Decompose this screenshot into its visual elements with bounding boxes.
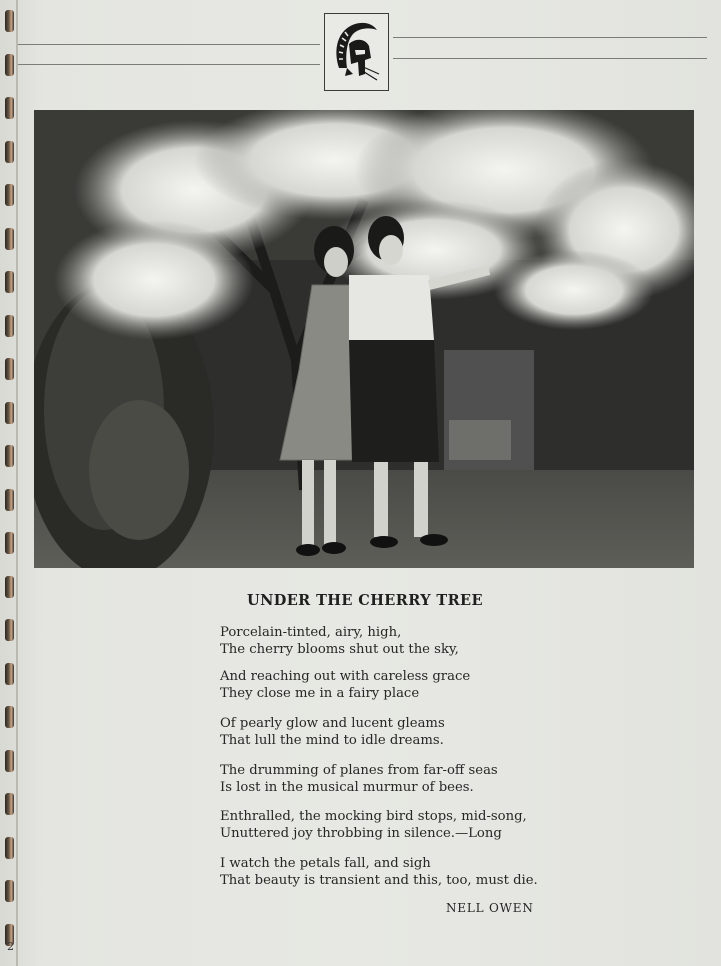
- poem-line: I watch the petals fall, and sigh: [220, 856, 431, 871]
- binding-ring: [5, 445, 14, 467]
- poem-author: NELL OWEN: [446, 901, 534, 915]
- poem-line: That lull the mind to idle dreams.: [220, 732, 444, 748]
- binding-ring: [5, 97, 14, 119]
- poem-title: UNDER THE CHERRY TREE: [247, 592, 483, 609]
- binding-ring: [5, 880, 14, 902]
- binding-ring: [5, 315, 14, 337]
- binding-ring: [5, 663, 14, 685]
- poem-line: Is lost in the musical murmur of bees.: [220, 779, 474, 795]
- binding-ring: [5, 793, 14, 815]
- stanza-5: [220, 809, 527, 842]
- binding-ring: [5, 619, 14, 641]
- binding-ring: [5, 402, 14, 424]
- poem-line: They close me in a fairy place: [220, 685, 420, 701]
- binding-ring: [5, 228, 14, 250]
- header-rule-left-top: [18, 44, 320, 45]
- trojan-helmet-icon: [325, 14, 388, 90]
- poem-line: And reaching out with careless grace: [220, 669, 471, 684]
- binding-ring: [5, 358, 14, 380]
- stanza-4: [220, 763, 498, 796]
- poem-line: Unuttered joy throbbing in silence.—Long: [220, 825, 502, 841]
- binding-edge: [16, 0, 18, 966]
- binding-ring: [5, 532, 14, 554]
- header-rule-right-bottom: [393, 58, 707, 59]
- page-number: 2: [7, 940, 14, 953]
- binding-ring: [5, 750, 14, 772]
- binding-ring: [5, 10, 14, 32]
- binding-ring: [5, 489, 14, 511]
- stanza-3: [220, 716, 445, 749]
- binding-ring: [5, 837, 14, 859]
- stanza-6: [220, 856, 538, 889]
- binding-ring: [5, 54, 14, 76]
- stanza-1: [220, 625, 459, 658]
- header-logo: [324, 13, 389, 91]
- poem-line: Enthralled, the mocking bird stops, mid-song,: [220, 809, 527, 824]
- poem-line: That beauty is transient and this, too, must die.: [220, 872, 538, 888]
- binding-ring: [5, 706, 14, 728]
- binding-ring: [5, 141, 14, 163]
- header-rule-right-top: [393, 37, 707, 38]
- spiral-binding: [0, 0, 26, 966]
- header-rule-left-bottom: [18, 64, 320, 65]
- cherry-blossom-photo: [34, 110, 694, 568]
- poem-line: Porcelain-tinted, airy, high,: [220, 625, 402, 640]
- poem-line: Of pearly glow and lucent gleams: [220, 716, 445, 731]
- binding-ring: [5, 184, 14, 206]
- poem-line: The cherry blooms shut out the sky,: [220, 641, 459, 657]
- stanza-2: [220, 669, 470, 702]
- poem-line: The drumming of planes from far-off seas: [220, 763, 498, 778]
- binding-ring: [5, 576, 14, 598]
- binding-ring: [5, 271, 14, 293]
